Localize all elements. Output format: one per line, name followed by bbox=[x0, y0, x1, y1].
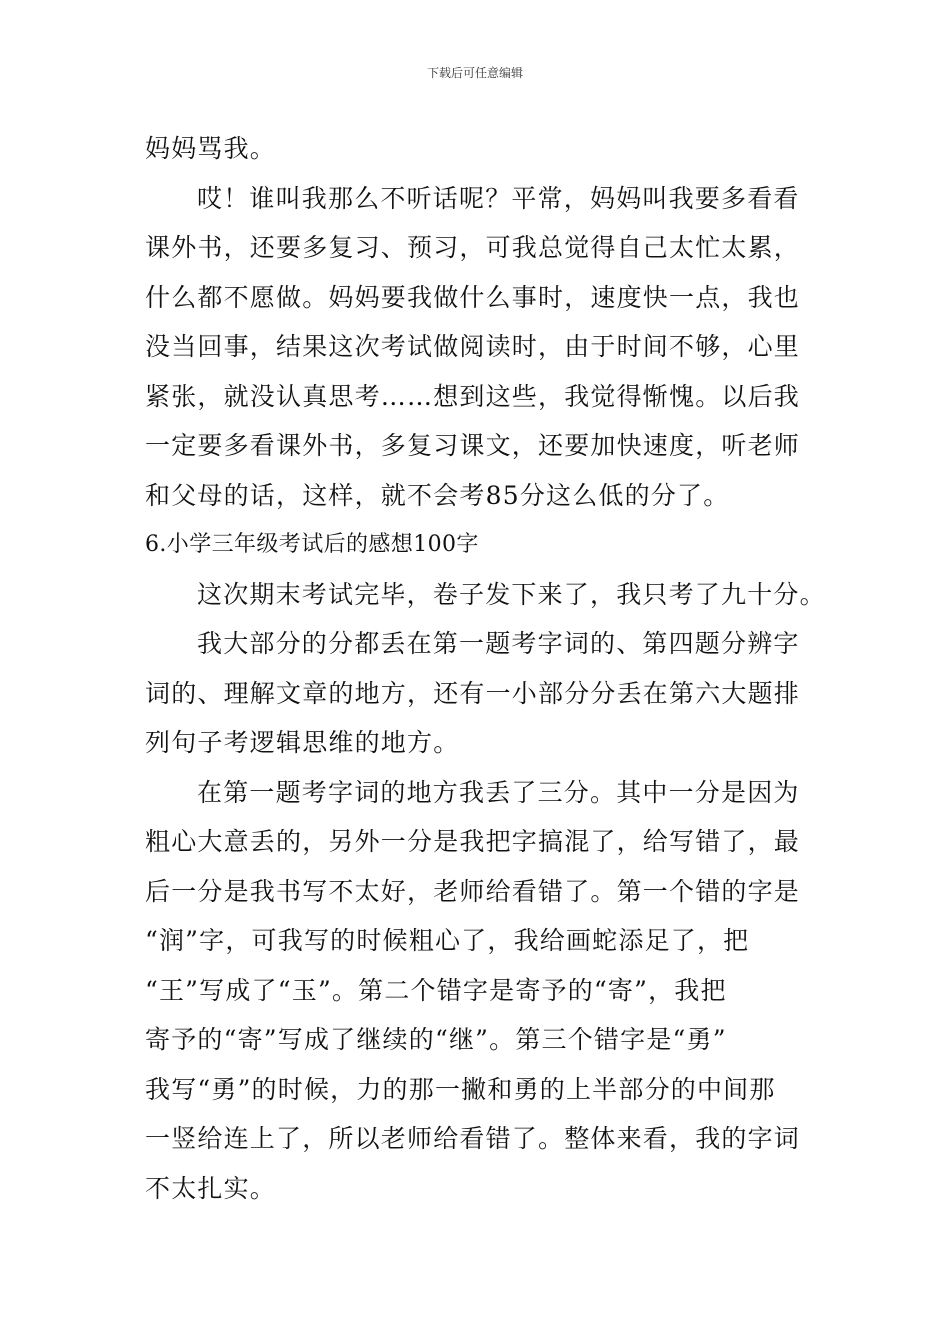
document-body bbox=[145, 124, 826, 1213]
text-line: 后一分是我书写不太好，老师给看错了。第一个错的字是 bbox=[145, 876, 801, 906]
text-line: 课外书，还要多复习、预习，可我总觉得自己太忙太累， bbox=[145, 233, 801, 262]
text-line: “润”字，可我写的时候粗心了，我给画蛇添足了，把 bbox=[145, 926, 750, 955]
text-line: 没当回事，结果这次考试做阅读时，由于时间不够，心里 bbox=[145, 332, 801, 361]
text-line: 一定要多看课外书，多复习课文，还要加快速度，听老师 bbox=[145, 431, 801, 460]
text-line: 我写“勇”的时候，力的那一撇和勇的上半部分的中间那 bbox=[145, 1074, 776, 1104]
paragraph-start-line: 我大部分的分都丢在第一题考字词的、第四题分辨字 bbox=[197, 629, 800, 658]
text-line: 寄予的“寄”写成了继续的“继”。第三个错字是“勇” bbox=[145, 1025, 727, 1054]
text-line: 词的、理解文章的地方，还有一小部分分丢在第六大题排 bbox=[145, 678, 801, 708]
text-line: 什么都不愿做。妈妈要我做什么事时，速度快一点，我也 bbox=[145, 282, 801, 312]
text-line: 粗心大意丢的，另外一分是我把字搞混了，给写错了，最 bbox=[145, 827, 801, 856]
paragraph-start-line: 哎！谁叫我那么不听话呢？平常，妈妈叫我要多看看 bbox=[197, 183, 800, 213]
text-line: 妈妈骂我。 bbox=[145, 134, 277, 163]
text-line: 和父母的话，这样，就不会考85分这么低的分了。 bbox=[145, 480, 730, 510]
paragraph-start-line: 这次期末考试完毕，卷子发下来了，我只考了九十分。 bbox=[197, 579, 826, 609]
section-heading: 6.小学三年级考试后的感想100字 bbox=[145, 532, 479, 557]
text-line: 紧张，就没认真思考……想到这些，我觉得惭愧。以后我 bbox=[145, 381, 801, 411]
paragraph-start-line: 在第一题考字词的地方我丢了三分。其中一分是因为 bbox=[197, 777, 800, 807]
text-line: 一竖给连上了，所以老师给看错了。整体来看，我的字词 bbox=[145, 1124, 801, 1153]
text-line: “王”写成了“玉”。第二个错字是寄予的“寄”，我把 bbox=[145, 975, 727, 1005]
text-line: 列句子考逻辑思维的地方。 bbox=[145, 728, 460, 757]
text-line: 不太扎实。 bbox=[145, 1173, 277, 1203]
page-header: 下载后可任意编辑 bbox=[426, 66, 523, 80]
